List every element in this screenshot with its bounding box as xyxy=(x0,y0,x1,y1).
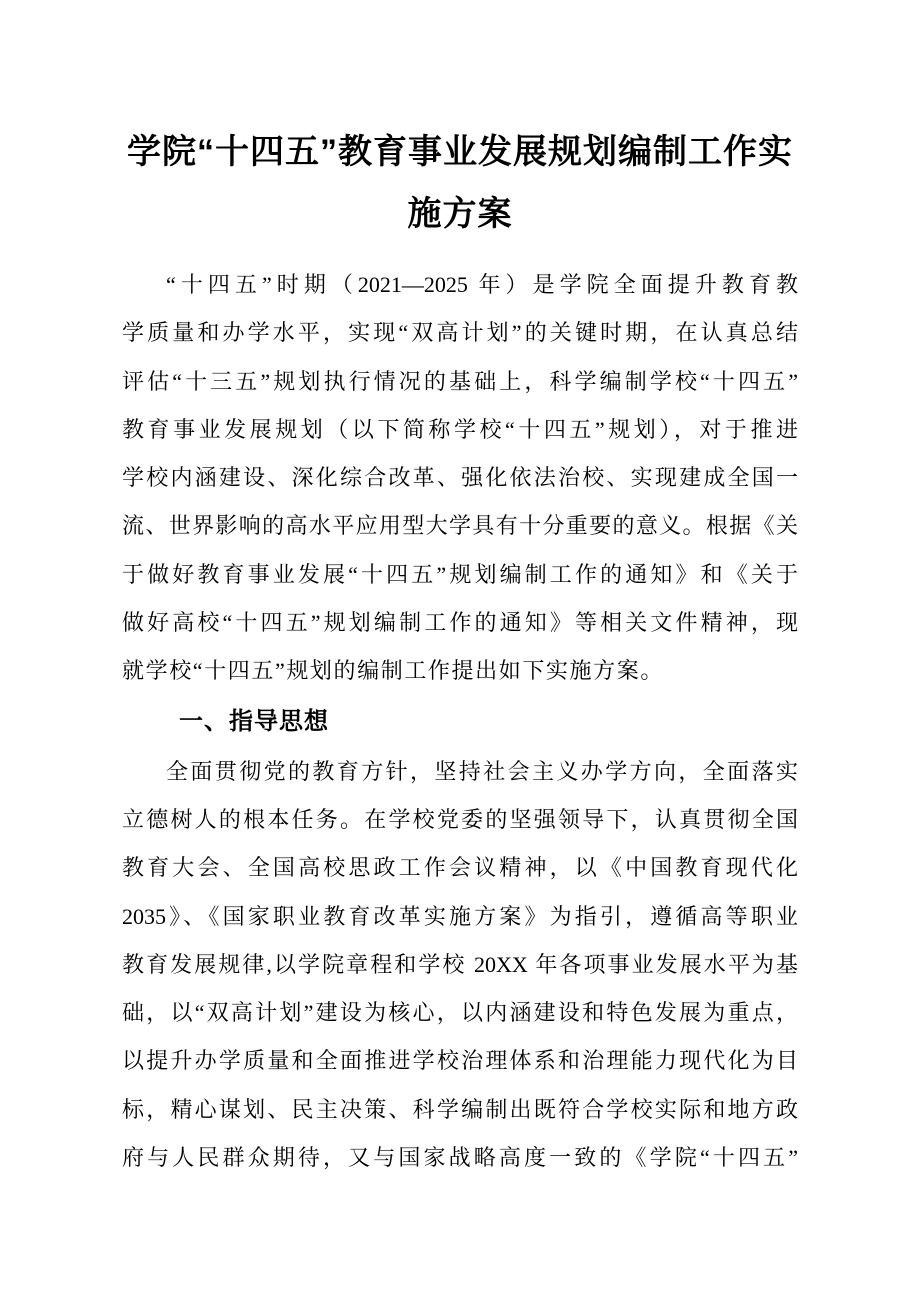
section-heading: 一、指导思想 xyxy=(179,707,329,735)
body-line: 就学校“十四五”规划的编制工作提出如下实施方案。 xyxy=(122,658,664,684)
body-line: “十四五”时期（2021—2025 年）是学院全面提升教育教 xyxy=(166,272,798,297)
document-content xyxy=(122,0,798,1182)
document-title-line-1: 学院“十四五”教育事业发展规划编制工作实 xyxy=(127,133,793,171)
body-line: 教育发展规律,以学院章程和学校 20XX 年各项事业发展水平为基 xyxy=(122,951,798,977)
body-line: 全面贯彻党的教育方针，坚持社会主义办学方向，全面落实 xyxy=(166,758,798,784)
body-line: 教育事业发展规划（以下简称学校“十四五”规划），对于推进 xyxy=(122,416,798,442)
body-line: 于做好教育事业发展“十四五”规划编制工作的通知》和《关于 xyxy=(122,561,798,587)
body-line: 以提升办学质量和全面推进学校治理体系和治理能力现代化为目 xyxy=(122,1048,798,1074)
body-line: 府与人民群众期待，又与国家战略高度一致的《学院“十四五” xyxy=(122,1145,798,1171)
paragraph-2 xyxy=(122,748,798,1183)
body-line: 立德树人的根本任务。在学校党委的坚强领导下，认真贯彻全国 xyxy=(122,806,798,832)
document-title xyxy=(122,121,798,245)
body-line: 学质量和办学水平，实现“双高计划”的关键时期，在认真总结 xyxy=(122,320,798,346)
body-line: 学校内涵建设、深化综合改革、强化依法治校、实现建成全国一 xyxy=(122,465,798,491)
document-title-line-2: 施方案 xyxy=(407,195,513,233)
body-line: 2035》、《国家职业教育改革实施方案》为指引，遵循高等职业 xyxy=(122,903,798,929)
body-line: 标，精心谋划、民主决策、科学编制出既符合学校实际和地方政 xyxy=(122,1096,798,1122)
body-line: 流、世界影响的高水平应用型大学具有十分重要的意义。根据《关 xyxy=(122,513,798,539)
body-line: 教育大会、全国高校思政工作会议精神，以《中国教育现代化 xyxy=(122,855,798,881)
body-line: 做好高校“十四五”规划编制工作的通知》等相关文件精神，现 xyxy=(122,610,798,636)
paragraph-1 xyxy=(122,261,798,696)
body-line: 础，以“双高计划”建设为核心，以内涵建设和特色发展为重点， xyxy=(122,1000,798,1026)
body-line: 评估“十三五”规划执行情况的基础上，科学编制学校“十四五” xyxy=(122,368,798,394)
